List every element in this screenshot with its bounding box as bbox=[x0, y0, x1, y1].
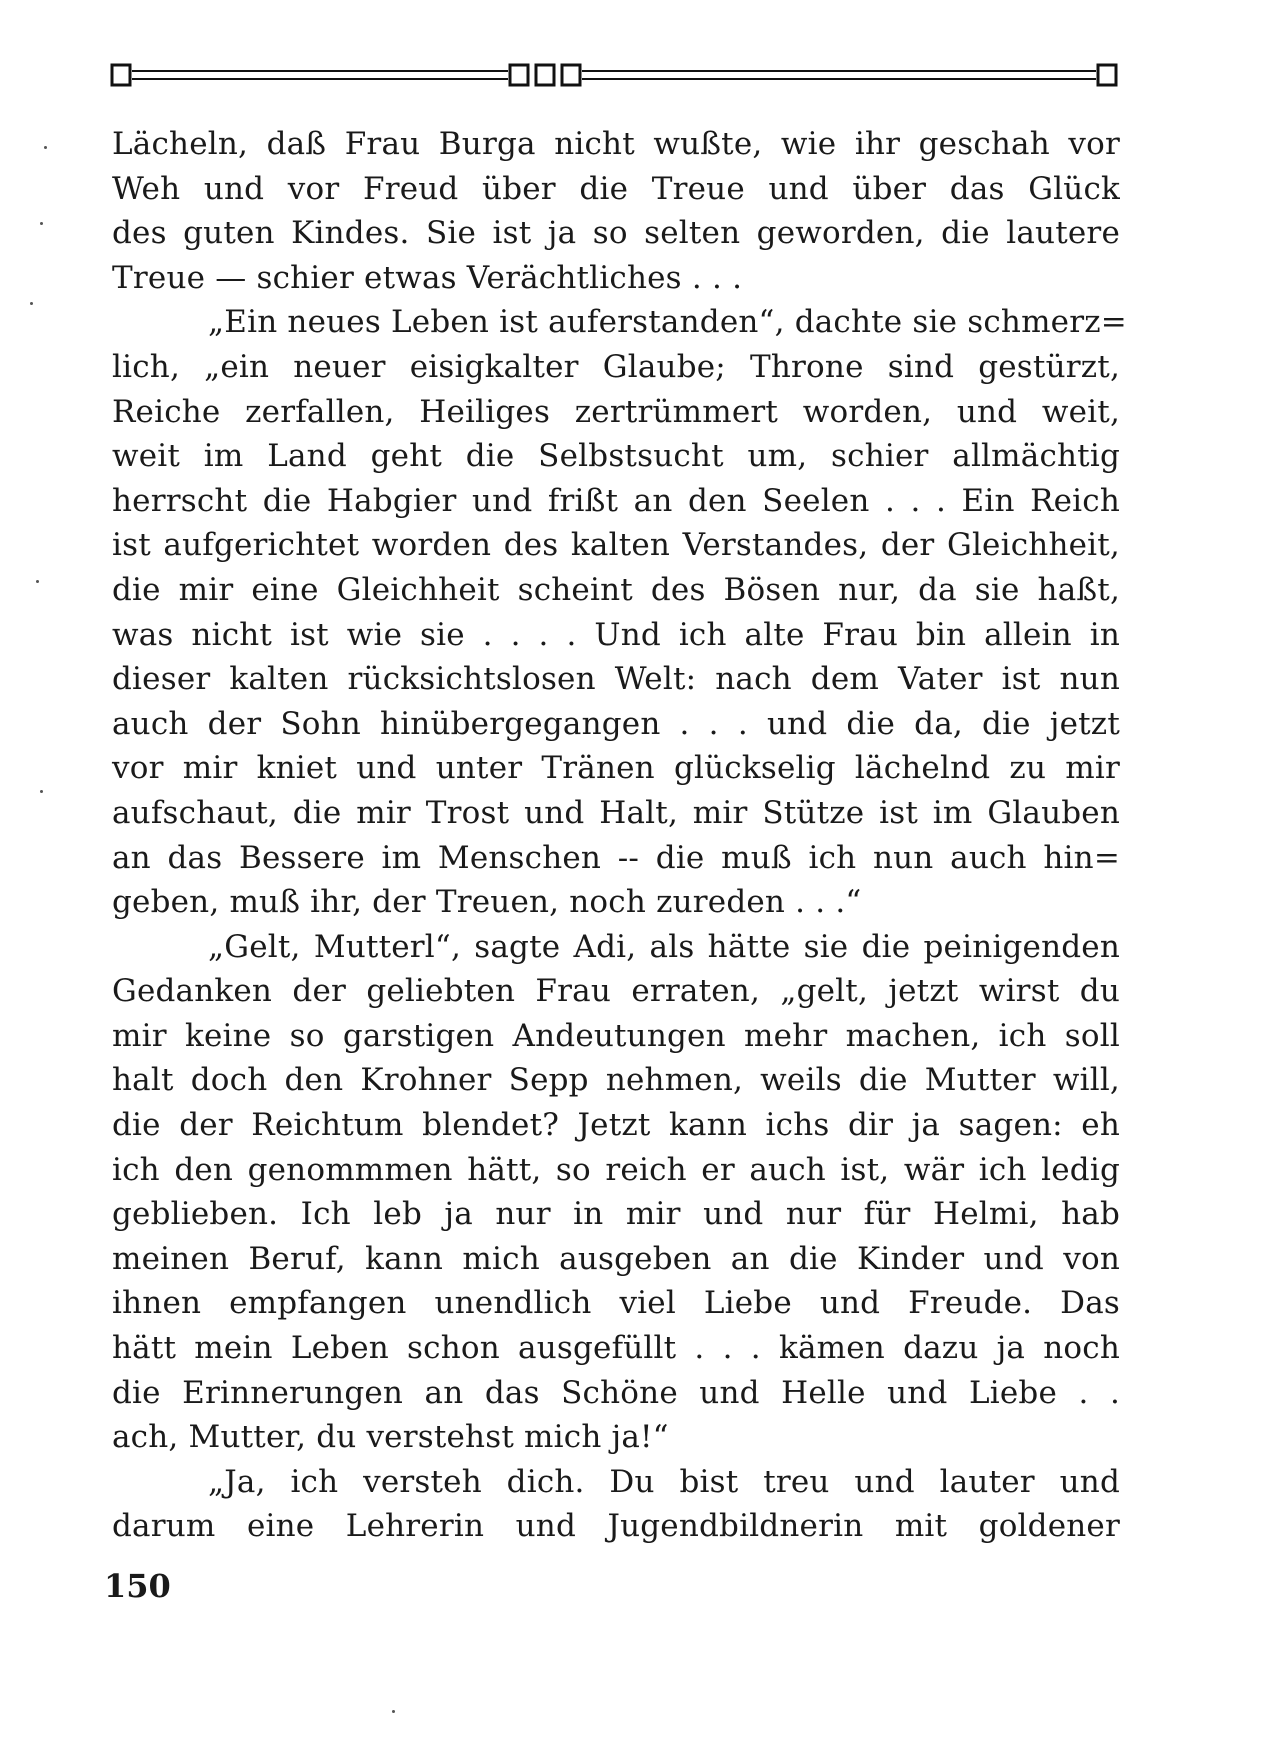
text-line: Lächeln, daß Frau Burga nicht wußte, wie ihr geschah vor bbox=[112, 126, 1120, 162]
text-line: mir keine so garstigen Andeutungen mehr machen, ich soll bbox=[112, 1017, 1120, 1054]
scan-speck bbox=[36, 580, 39, 583]
text-line: des guten Kindes. Sie ist ja so selten geworden, die lautere bbox=[112, 215, 1120, 252]
scan-speck bbox=[392, 1710, 395, 1713]
text-line: ihnen empfangen unendlich viel Liebe und Freude. Das bbox=[112, 1285, 1120, 1322]
text-line: geblieben. Ich leb ja nur in mir und nur für Helmi, hab bbox=[112, 1196, 1120, 1233]
scan-speck bbox=[40, 790, 43, 793]
text-line: auch der Sohn hinübergegangen . . . und die da, die jetzt bbox=[112, 705, 1120, 742]
text-line: lich, „ein neuer eisigkalter Glaube; Throne sind gestürzt, bbox=[112, 348, 1120, 385]
text-line: meinen Beruf, kann mich ausgeben an die Kinder und von bbox=[112, 1240, 1120, 1277]
text-line: die der Reichtum blendet? Jetzt kann ichs dir ja sagen: eh bbox=[112, 1107, 1120, 1144]
header-ornament bbox=[110, 62, 1120, 88]
text-line: ach, Mutter, du verstehst mich ja!“ bbox=[112, 1419, 669, 1456]
text-line: ist aufgerichtet worden des kalten Verstandes, der Gleichheit, bbox=[112, 527, 1120, 564]
text-line: Gedanken der geliebten Frau erraten, „gelt, jetzt wirst du bbox=[112, 973, 1120, 1010]
text-line: weit im Land geht die Selbstsucht um, schier allmächtig bbox=[112, 438, 1120, 475]
page-number: 150 bbox=[104, 1567, 171, 1605]
text-line: was nicht ist wie sie . . . . Und ich alte Frau bin allein in bbox=[112, 616, 1120, 653]
text-line: die Erinnerungen an das Schöne und Helle und Liebe . . bbox=[112, 1374, 1120, 1411]
text-line: „Ja, ich versteh dich. Du bist treu und lauter und bbox=[208, 1463, 1120, 1500]
text-line: ich den genommmen hätt, so reich er auch ist, wär ich ledig bbox=[112, 1151, 1120, 1188]
text-line: darum eine Lehrerin und Jugendbildnerin mit goldener bbox=[112, 1508, 1120, 1545]
scan-speck bbox=[40, 222, 43, 225]
text-line: hätt mein Leben schon ausgefüllt . . . kämen dazu ja noch bbox=[112, 1330, 1120, 1367]
text-line: Weh und vor Freud über die Treue und über das Glück bbox=[112, 170, 1120, 207]
ornament-rule bbox=[110, 62, 1120, 88]
text-line: halt doch den Krohner Sepp nehmen, weils die Mutter will, bbox=[112, 1062, 1120, 1099]
text-line: dieser kalten rücksichtslosen Welt: nach dem Vater ist nun bbox=[112, 661, 1120, 698]
text-line: an das Bessere im Menschen -- die muß ich nun auch hin= bbox=[112, 839, 1120, 876]
scan-speck bbox=[30, 302, 33, 305]
text-line: herrscht die Habgier und frißt an den Seelen . . . Ein Reich bbox=[112, 482, 1120, 519]
text-line: geben, muß ihr, der Treuen, noch zureden . . .“ bbox=[112, 884, 862, 921]
text-line: Reiche zerfallen, Heiliges zertrümmert worden, und weit, bbox=[112, 393, 1120, 430]
text-line: „Gelt, Mutterl“, sagte Adi, als hätte sie die peinigenden bbox=[208, 928, 1120, 965]
scan-speck bbox=[44, 146, 47, 149]
text-line: „Ein neues Leben ist auferstanden“, dachte sie schmerz= bbox=[208, 304, 1127, 341]
text-line: die mir eine Gleichheit scheint des Bösen nur, da sie haßt, bbox=[112, 571, 1120, 608]
text-line: vor mir kniet und unter Tränen glückselig lächelnd zu mir bbox=[112, 750, 1120, 787]
text-line: Treue — schier etwas Verächtliches . . . bbox=[112, 259, 743, 296]
body-text bbox=[112, 122, 1127, 1549]
text-line: aufschaut, die mir Trost und Halt, mir Stütze ist im Glauben bbox=[112, 794, 1120, 831]
